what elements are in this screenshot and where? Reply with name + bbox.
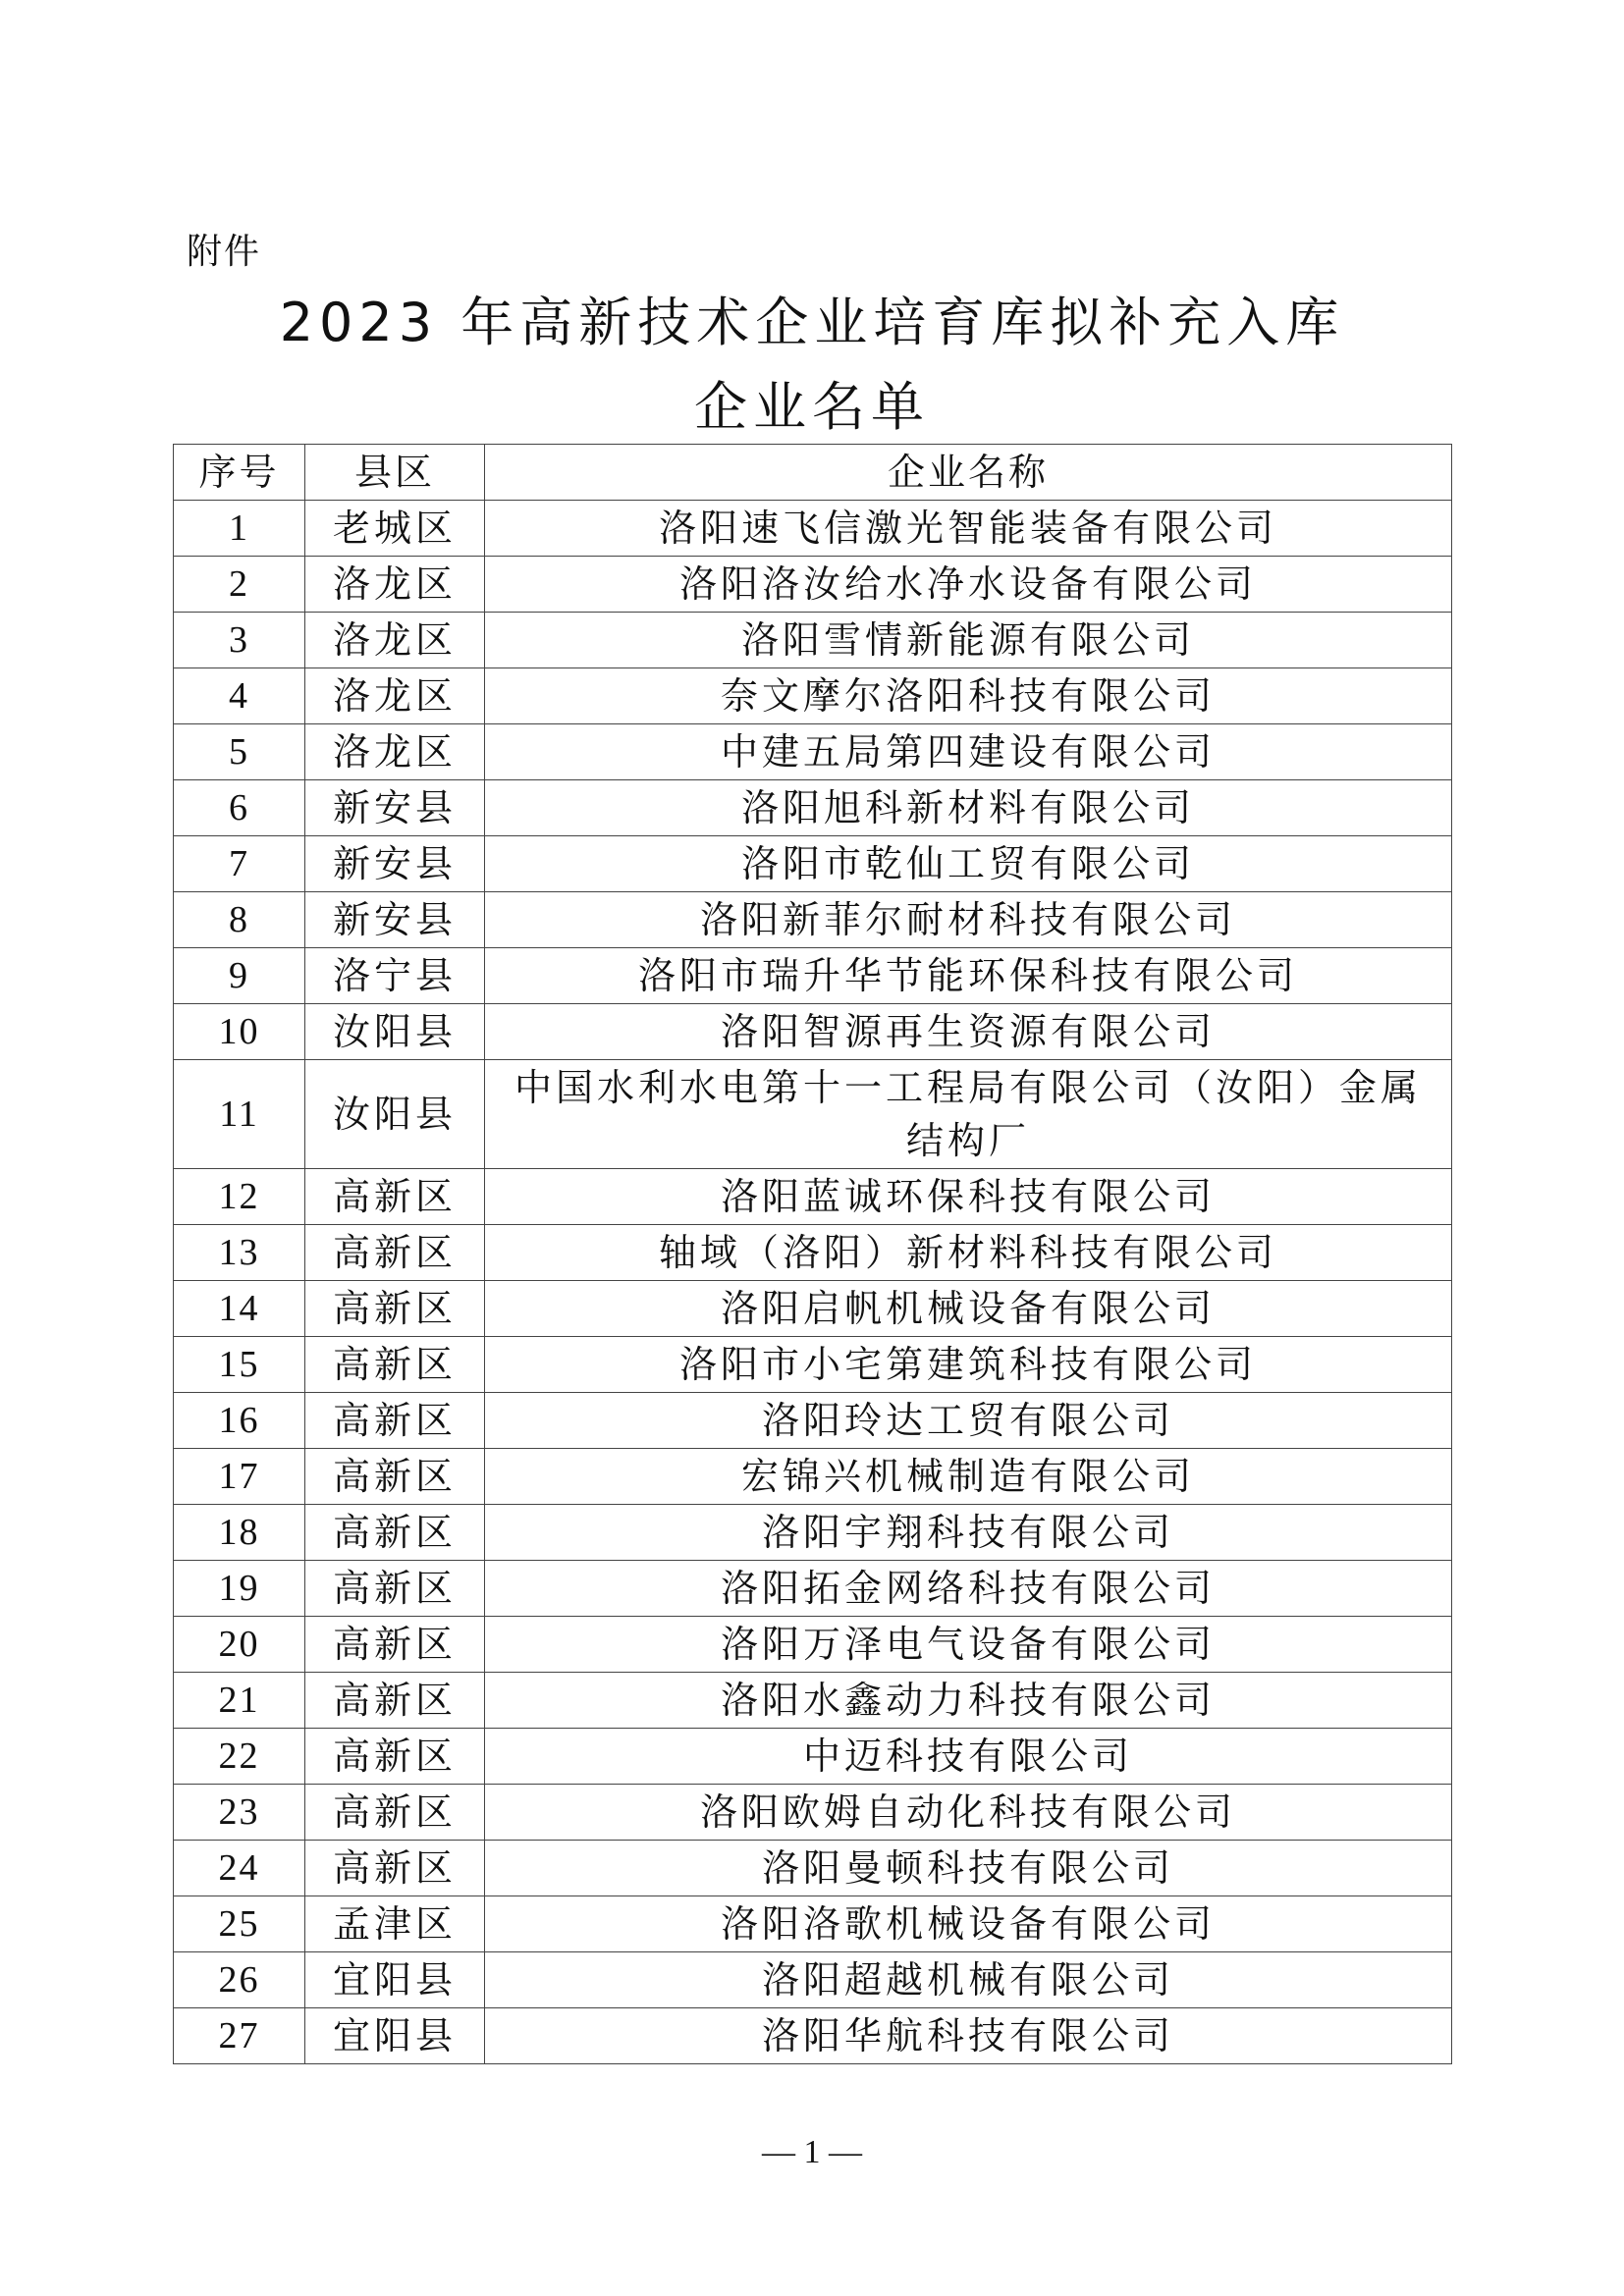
row-enterprise-name: 中国水利水电第十一工程局有限公司（汝阳）金属结构厂 [485, 1060, 1452, 1169]
row-serial-number: 18 [174, 1505, 305, 1561]
row-serial-number: 10 [174, 1004, 305, 1060]
row-enterprise-name: 洛阳洛汝给水净水设备有限公司 [485, 557, 1452, 613]
document-title-line-2: 企业名单 [694, 376, 930, 438]
table-row [174, 836, 1452, 892]
row-serial-number: 5 [174, 724, 305, 780]
row-enterprise-name: 洛阳新菲尔耐材科技有限公司 [485, 892, 1452, 948]
header-county: 县区 [305, 445, 485, 501]
table-row [174, 1449, 1452, 1505]
row-enterprise-name: 洛阳宇翔科技有限公司 [485, 1505, 1452, 1561]
table-row [174, 1952, 1452, 2008]
table-row [174, 1169, 1452, 1225]
row-county: 汝阳县 [305, 1004, 485, 1060]
row-serial-number: 19 [174, 1561, 305, 1617]
row-enterprise-name: 洛阳超越机械有限公司 [485, 1952, 1452, 2008]
row-county: 洛龙区 [305, 668, 485, 724]
row-county: 高新区 [305, 1393, 485, 1449]
row-county: 宜阳县 [305, 1952, 485, 2008]
table-row [174, 1393, 1452, 1449]
table-row [174, 1729, 1452, 1785]
row-serial-number: 25 [174, 1896, 305, 1952]
table-row [174, 892, 1452, 948]
table-row [174, 1225, 1452, 1281]
row-county: 宜阳县 [305, 2008, 485, 2064]
table-row [174, 613, 1452, 668]
row-county: 高新区 [305, 1281, 485, 1337]
row-serial-number: 15 [174, 1337, 305, 1393]
row-enterprise-name: 洛阳曼顿科技有限公司 [485, 1841, 1452, 1896]
table-row [174, 1896, 1452, 1952]
table-header-row [174, 445, 1452, 501]
row-county: 高新区 [305, 1841, 485, 1896]
row-serial-number: 1 [174, 501, 305, 557]
row-enterprise-name: 洛阳拓金网络科技有限公司 [485, 1561, 1452, 1617]
row-county: 高新区 [305, 1505, 485, 1561]
table-row [174, 1004, 1452, 1060]
row-enterprise-name: 中迈科技有限公司 [485, 1729, 1452, 1785]
row-county: 孟津区 [305, 1896, 485, 1952]
row-serial-number: 17 [174, 1449, 305, 1505]
row-enterprise-name: 洛阳市小宅第建筑科技有限公司 [485, 1337, 1452, 1393]
row-county: 洛宁县 [305, 948, 485, 1004]
table-row [174, 1060, 1452, 1169]
table-row [174, 2008, 1452, 2064]
row-enterprise-name: 洛阳雪情新能源有限公司 [485, 613, 1452, 668]
table-row [174, 1281, 1452, 1337]
row-serial-number: 11 [174, 1060, 305, 1169]
row-county: 新安县 [305, 892, 485, 948]
row-enterprise-name: 洛阳市乾仙工贸有限公司 [485, 836, 1452, 892]
row-serial-number: 13 [174, 1225, 305, 1281]
row-county: 洛龙区 [305, 724, 485, 780]
row-enterprise-name: 洛阳万泽电气设备有限公司 [485, 1617, 1452, 1673]
row-county: 高新区 [305, 1729, 485, 1785]
table-row [174, 1785, 1452, 1841]
table-row [174, 724, 1452, 780]
enterprise-list-table [173, 444, 1452, 2064]
row-county: 高新区 [305, 1673, 485, 1729]
row-enterprise-name: 洛阳玲达工贸有限公司 [485, 1393, 1452, 1449]
row-enterprise-name: 洛阳水鑫动力科技有限公司 [485, 1673, 1452, 1729]
row-enterprise-name: 洛阳启帆机械设备有限公司 [485, 1281, 1452, 1337]
row-county: 洛龙区 [305, 613, 485, 668]
table-row [174, 557, 1452, 613]
row-serial-number: 8 [174, 892, 305, 948]
row-county: 老城区 [305, 501, 485, 557]
table-row [174, 501, 1452, 557]
row-enterprise-name: 轴域（洛阳）新材料科技有限公司 [485, 1225, 1452, 1281]
row-serial-number: 7 [174, 836, 305, 892]
row-county: 高新区 [305, 1561, 485, 1617]
row-enterprise-name: 洛阳智源再生资源有限公司 [485, 1004, 1452, 1060]
table-body [174, 501, 1452, 2064]
row-enterprise-name: 洛阳速飞信激光智能装备有限公司 [485, 501, 1452, 557]
row-county: 新安县 [305, 836, 485, 892]
row-enterprise-name: 洛阳华航科技有限公司 [485, 2008, 1452, 2064]
table-row [174, 948, 1452, 1004]
row-county: 高新区 [305, 1169, 485, 1225]
row-county: 新安县 [305, 780, 485, 836]
document-title-line-1: 2023 年高新技术企业培育库拟补充入库 [279, 292, 1345, 353]
table-row [174, 1561, 1452, 1617]
row-enterprise-name: 洛阳旭科新材料有限公司 [485, 780, 1452, 836]
row-serial-number: 9 [174, 948, 305, 1004]
row-enterprise-name: 洛阳蓝诚环保科技有限公司 [485, 1169, 1452, 1225]
row-serial-number: 16 [174, 1393, 305, 1449]
row-serial-number: 6 [174, 780, 305, 836]
row-serial-number: 20 [174, 1617, 305, 1673]
row-serial-number: 3 [174, 613, 305, 668]
row-serial-number: 2 [174, 557, 305, 613]
row-enterprise-name: 洛阳市瑞升华节能环保科技有限公司 [485, 948, 1452, 1004]
table-row [174, 1505, 1452, 1561]
row-serial-number: 26 [174, 1952, 305, 2008]
row-county: 汝阳县 [305, 1060, 485, 1169]
row-enterprise-name: 中建五局第四建设有限公司 [485, 724, 1452, 780]
attachment-label: 附件 [187, 232, 262, 272]
row-serial-number: 4 [174, 668, 305, 724]
row-serial-number: 27 [174, 2008, 305, 2064]
row-county: 洛龙区 [305, 557, 485, 613]
row-enterprise-name: 奈文摩尔洛阳科技有限公司 [485, 668, 1452, 724]
page-number: — 1 — [762, 2134, 862, 2170]
header-serial-number: 序号 [174, 445, 305, 501]
row-county: 高新区 [305, 1617, 485, 1673]
table-row [174, 668, 1452, 724]
header-enterprise-name: 企业名称 [485, 445, 1452, 501]
row-county: 高新区 [305, 1225, 485, 1281]
row-serial-number: 24 [174, 1841, 305, 1896]
row-serial-number: 23 [174, 1785, 305, 1841]
row-enterprise-name: 洛阳欧姆自动化科技有限公司 [485, 1785, 1452, 1841]
table-row [174, 1337, 1452, 1393]
row-county: 高新区 [305, 1337, 485, 1393]
row-serial-number: 14 [174, 1281, 305, 1337]
row-enterprise-name: 洛阳洛歌机械设备有限公司 [485, 1896, 1452, 1952]
row-serial-number: 12 [174, 1169, 305, 1225]
table-row [174, 1841, 1452, 1896]
row-enterprise-name: 宏锦兴机械制造有限公司 [485, 1449, 1452, 1505]
table-row [174, 1673, 1452, 1729]
row-county: 高新区 [305, 1785, 485, 1841]
row-serial-number: 21 [174, 1673, 305, 1729]
row-county: 高新区 [305, 1449, 485, 1505]
row-serial-number: 22 [174, 1729, 305, 1785]
table-row [174, 1617, 1452, 1673]
table-row [174, 780, 1452, 836]
